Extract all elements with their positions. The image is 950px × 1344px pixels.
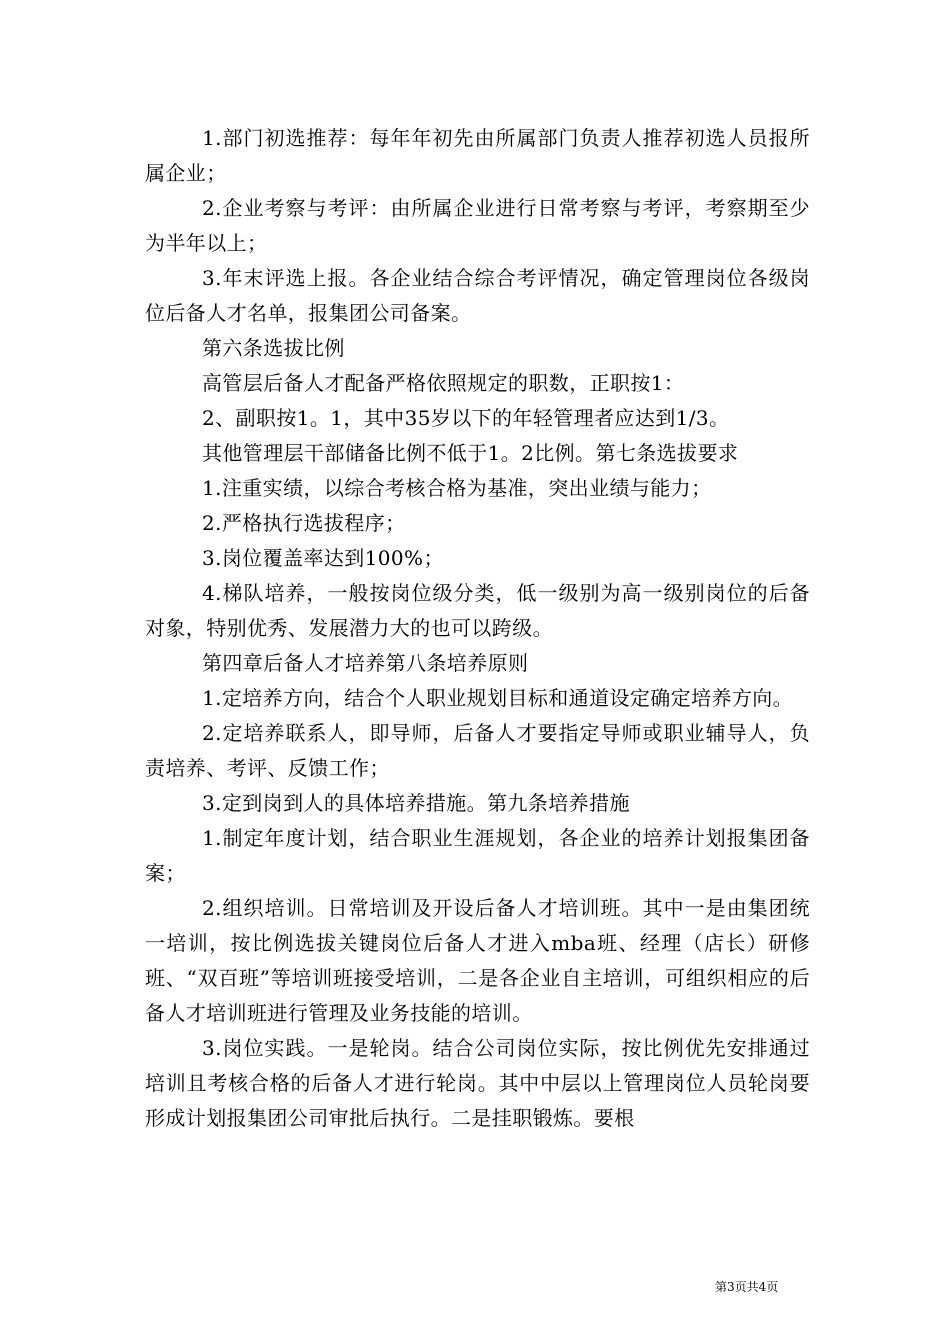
paragraph-6: 2、副职按1。1，其中35岁以下的年轻管理者应达到1/3。 — [202, 406, 730, 430]
paragraph-15: 3.定到岗到人的具体培养措施。第九条培养措施 — [202, 791, 630, 815]
paragraph-3: 3.年末评选上报。各企业结合综合考评情况，确定管理岗位各级岗位后备人才名单，报集团公司备案。 — [145, 266, 810, 325]
paragraph-16: 1.制定年度计划，结合职业生涯规划，各企业的培养计划报集团备案； — [145, 826, 810, 885]
paragraph-2: 2.企业考察与考评：由所属企业进行日常考察与考评，考察期至少为半年以上； — [145, 196, 810, 255]
page-number-footer: 第3页共4页 — [715, 1280, 779, 1294]
paragraph-18: 3.岗位实践。一是轮岗。结合公司岗位实际，按比例优先安排通过培训且考核合格的后备人才进行轮岗。其中中层以上管理岗位人员轮岗要形成计划报集团公司审批后执行。二是挂职锻炼。要根 — [145, 1036, 810, 1130]
paragraph-5: 高管层后备人才配备严格依照规定的职数，正职按1： — [202, 371, 685, 395]
body-text — [145, 121, 810, 1136]
paragraph-14: 2.定培养联系人，即导师，后备人才要指定导师或职业辅导人，负责培养、考评、反馈工作； — [145, 721, 810, 780]
section-heading-article-6: 第六条选拔比例 — [202, 336, 345, 360]
paragraph-7: 其他管理层干部储备比例不低于1。2比例。第七条选拔要求 — [202, 441, 739, 465]
paragraph-10: 3.岗位覆盖率达到100%； — [202, 546, 444, 570]
paragraph-11: 4.梯队培养，一般按岗位级分类，低一级别为高一级别岗位的后备对象，特别优秀、发展潜力大的也可以跨级。 — [145, 581, 810, 640]
paragraph-8: 1.注重实绩，以综合考核合格为基准，突出业绩与能力； — [202, 476, 712, 500]
paragraph-13: 1.定培养方向，结合个人职业规划目标和通道设定确定培养方向。 — [202, 686, 794, 710]
chapter-heading-4: 第四章后备人才培养第八条培养原则 — [202, 651, 529, 675]
paragraph-1: 1.部门初选推荐：每年年初先由所属部门负责人推荐初选人员报所属企业； — [145, 126, 810, 185]
paragraph-9: 2.严格执行选拔程序； — [202, 511, 406, 535]
paragraph-17: 2.组织培训。日常培训及开设后备人才培训班。其中一是由集团统一培训，按比例选拔关键岗位后备人才进入mba班、经理（店长）研修班、“双百班”等培训班接受培训，二是各企业自主培训，可组织相应的后备人才培训班进行管理及业务技能的培训。 — [145, 896, 810, 1025]
